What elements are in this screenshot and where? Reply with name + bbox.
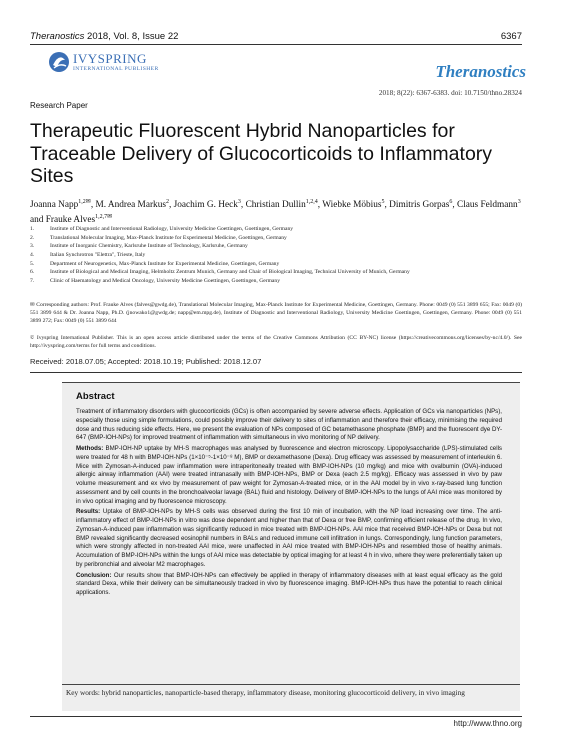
license-statement: © Ivyspring International Publisher. This is an open access article distributed under the terms of the Creative Commons Attribution (CC BY-NC) license (https://creativecommons.org/licenses/by-nc/4.0/). See http://ivyspring.com/terms for full terms and conditions. bbox=[30, 335, 522, 350]
abstract-methods: Methods: BMP-IOH-NP uptake by MH-S macrophages was analysed by fluorescence and electron microscopy. Lipopolysaccharide (LPS)-stimulated cells were treated for 48 h with BMP-IOH-NPs (1×10⁻⁵-1×10⁻⁸ M), BMP or dexamethasone (Dexa). Drug efficacy was assessed by measurement of interleukin 6. Mice with Zymosan-A-induced paw inflammation were intraperitoneally treated with BMP-IOH-NPs (10 mg/kg) and mice with ovalbumin (OVA)-induced allergic airway inflammation (AAI) were treated intranasally with BMP-IOH-NPs, BMP or Dexa (each 2.5 mg/kg). Efficacy was assessed in vivo by paw volume measurement and ex vivo by measurement of paw weight for Zymosan-A-treated mice, or in the AAI model by in vivo x-ray-based lung function assessment and by cell counts in the bronchoalveolar lavage (BAL) fluid and histology. Delivery of BMP-IOH-NPs to the lungs of AAI mice was monitored by in vivo optical imaging and by fluorescence microscopy. bbox=[76, 445, 502, 505]
affiliation-list bbox=[30, 225, 535, 286]
keywords bbox=[66, 688, 506, 697]
affiliation-item: 6. Institute of Biological and Medical Imaging, Helmholtz Zentrum Munich, Germany and Chair of Biological Imaging, Technical University of Munich, Germany bbox=[30, 269, 410, 276]
author-list bbox=[30, 196, 535, 226]
paper-title: Therapeutic Fluorescent Hybrid Nanoparticles for Traceable Delivery of Glucocorticoids to Inflammatory Sites bbox=[30, 120, 493, 187]
abstract-heading: Abstract bbox=[76, 391, 115, 402]
paper-type: Research Paper bbox=[30, 101, 88, 110]
affiliation-item: 5. Department of Neurogenetics, Max-Planck Institute for Experimental Medicine, Goettingen, Germany bbox=[30, 260, 280, 267]
author: Wiebke Möbius$^5$, bbox=[322, 199, 390, 211]
footer-rule bbox=[30, 716, 522, 717]
author: Joachim G. Heck$^3$, bbox=[173, 199, 246, 211]
publisher-logo bbox=[48, 49, 188, 79]
author: Dimitris Gorpas$^6$, bbox=[389, 199, 457, 211]
journal-short-name: Theranostics bbox=[30, 31, 85, 42]
abstract-conclusion: Conclusion: Our results show that BMP-IOH-NPs can effectively be applied in therapy of inflammatory diseases with at least equal efficacy as the gold standard Dexa, while their delivery can be simultaneously tracked in vivo by fluorescence imaging. BMP-IOH-NPs thus have the potential to reach clinical applications. bbox=[76, 571, 502, 596]
ivyspring-leaf-icon bbox=[48, 51, 70, 73]
page-number: 6367 bbox=[500, 31, 522, 42]
header-rule bbox=[30, 44, 522, 45]
author: Joanna Napp$^{1,2✉}$, bbox=[30, 199, 96, 211]
running-header bbox=[30, 31, 178, 42]
affiliation-item: 7. Clinic of Haematology and Medical Oncology, University Medicine Goettingen, Goettingen, Germany bbox=[30, 278, 281, 285]
keywords-text: hybrid nanoparticles, nanoparticle-based therapy, inflammatory disease, monitoring glucocorticoid delivery, in vivo imaging bbox=[101, 688, 465, 697]
dates-rule bbox=[30, 372, 522, 373]
citation: 2018; 8(22): 6367-6383. doi: 10.7150/thno.28324 bbox=[378, 89, 522, 97]
keywords-label: Key words: bbox=[66, 688, 100, 697]
abstract-body bbox=[76, 408, 502, 600]
publisher-subtitle: INTERNATIONAL PUBLISHER bbox=[73, 66, 159, 72]
keywords-rule bbox=[62, 684, 520, 685]
volume-info: 2018, Vol. 8, Issue 22 bbox=[87, 31, 179, 42]
abstract-results: Results: Uptake of BMP-IOH-NPs by MH-S cells was observed during the first 10 min of incubation, with the NP load increasing over time. The anti-inflammatory effect of BMP-IOH-NPs in vitro was dose dependent and higher than that of Dexa or free BMP, confirming efficient release of the drug. In vivo, Zymosan-A-induced paw inflammation was significantly reduced in mice treated with BMP-IOH-NPs. AAI mice that received BMP-IOH-NPs or Dexa but not BMP revealed significantly decreased eosinophil numbers in BALs and reduced immune cell infiltration in lungs. Correspondingly, lung function parameters, which were strongly affected in non-treated AAI mice, were unaffected in AAI mice treated with BMP-IOH-NPs and resembled those of healthy animals. Accumulation of BMP-IOH-NPs within the lungs of AAI mice was detectable by optical imaging for at least 4 h in vivo, where they were preferentially taken up by peribronchial and alveolar M2 macrophages. bbox=[76, 508, 502, 568]
affiliation-item: 1. Institute of Diagnostic and Interventional Radiology, University Medicine Goettingen, Goettingen, Germany bbox=[30, 226, 294, 232]
affiliation-item: 4. Italian Synchrotron "Elettra", Trieste, Italy bbox=[30, 252, 146, 259]
article-dates: Received: 2018.07.05; Accepted: 2018.10.19; Published: 2018.12.07 bbox=[30, 357, 262, 366]
footer-url[interactable]: http://www.thno.org bbox=[453, 719, 522, 728]
affiliation-item: 2. Translational Molecular Imaging, Max-Planck Institute for Experimental Medicine, Goettingen, Germany bbox=[30, 234, 287, 241]
affiliation-item: 3. Institute of Inorganic Chemistry, Karlsruhe Institute of Technology, Karlsruhe, Germany bbox=[30, 243, 248, 250]
abstract-box bbox=[62, 382, 520, 711]
author: M. Andrea Markus$^2$, bbox=[95, 199, 174, 211]
author: Claus Feldmann$^3$ and bbox=[30, 199, 521, 226]
corresponding-authors: ✉ Corresponding authors: Prof. Frauke Alves (falves@gwdg.de), Translational Molecular Imaging, Max-Planck Institute for Experimental Medicine, Goettingen, Germany. Phone: 0049 (0) 551 3899 655; Fax: 0049 (0) 551 3899 644 & Dr. Joanna Napp, Ph.D. (jnowako1@gwdg.de; napp@em.mpg.de), Institute of Diagnostic and Interventional Radiology, University Medicine Goettingen, Goettingen, Germany. Phone: 0049 (0) 551 3899 272; Fax: 0049 (0) 551 3899 644 bbox=[30, 302, 522, 325]
abstract-intro: Treatment of inflammatory disorders with glucocorticoids (GCs) is often accompanied by severe adverse effects. Application of GCs via nanoparticles (NPs), especially those using simple formulations, could possibly improve their delivery to sites of inflammation and therefore their efficacy, minimising the required dose and thus reducing side effects. Here, we present the evaluation of NPs composed of GC betamethasone phosphate (BMP) and the fluorescent dye DY-647 (BMP-IOH-NPs) for improved treatment of inflammation with simultaneous in vivo monitoring of NP delivery. bbox=[76, 408, 502, 442]
author: Christian Dullin$^{1,2,4}$, bbox=[245, 199, 323, 211]
author: Frauke Alves$^{1,2,7✉}$ bbox=[45, 214, 113, 226]
journal-logo: Theranostics bbox=[435, 62, 526, 81]
publisher-name: IVYSPRING bbox=[73, 51, 147, 66]
